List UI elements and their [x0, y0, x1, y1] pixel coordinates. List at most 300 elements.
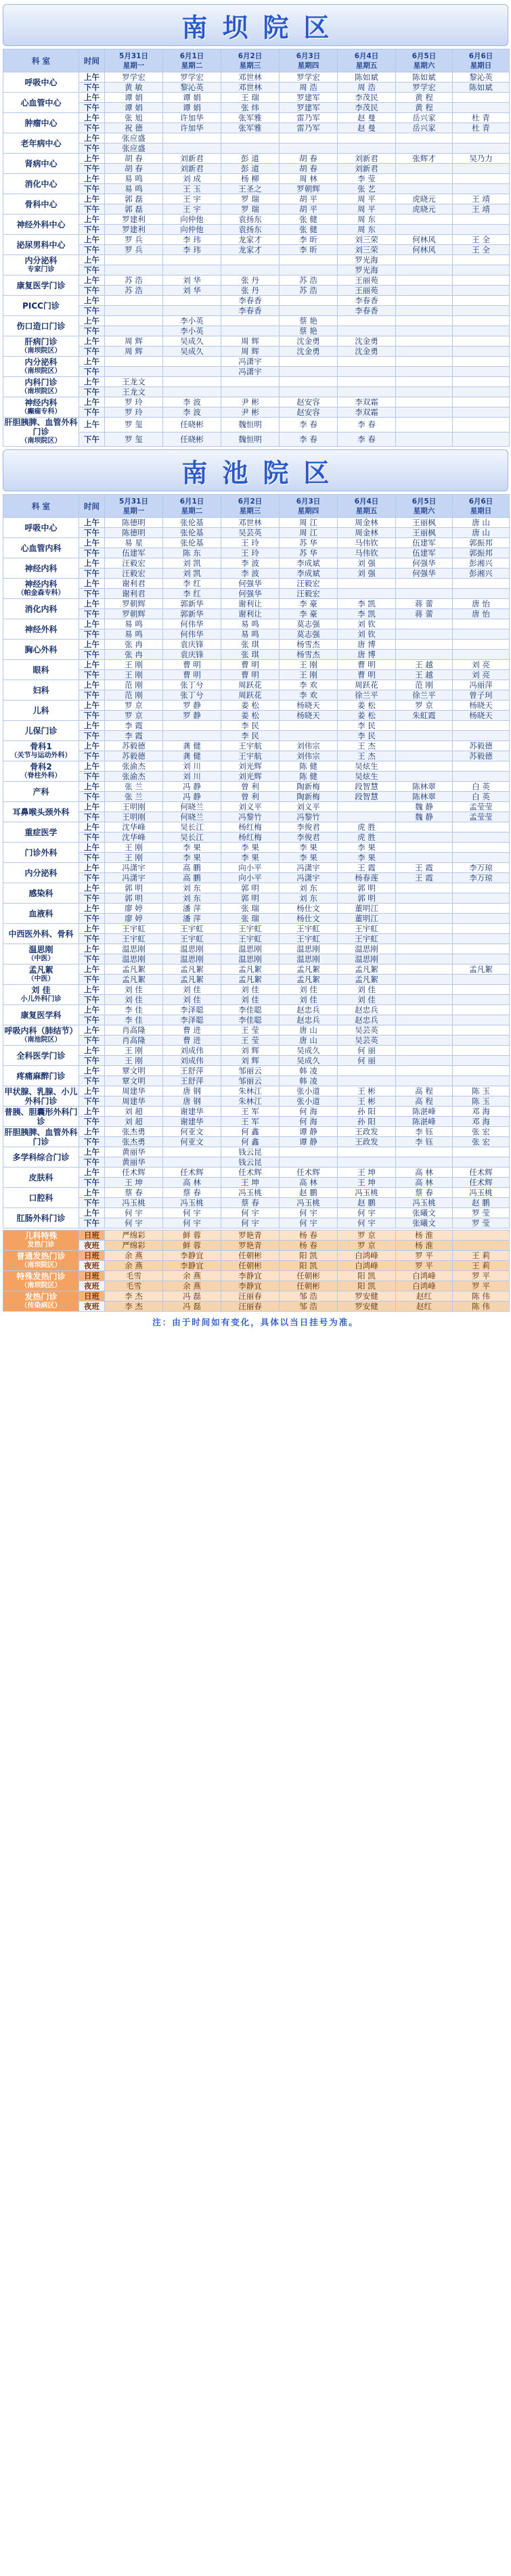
doctor-cell: 罗朝辉 [105, 609, 163, 619]
doctor-cell [453, 265, 510, 275]
doctor-cell: 冯丽萍 [453, 680, 510, 690]
doctor-cell: 赵安容 [280, 397, 338, 407]
doctor-cell: 李 杰 [105, 1291, 163, 1302]
doctor-cell: 李静宜 [221, 1271, 280, 1281]
doctor-cell [396, 772, 453, 782]
period-label: 下午 [79, 1015, 105, 1025]
doctor-cell: 曹 明 [338, 670, 396, 680]
doctor-cell: 王 霞 [338, 863, 396, 873]
schedule-row [3, 1302, 510, 1312]
doctor-cell: 苏毅德 [105, 751, 163, 761]
schedule-row [3, 1086, 510, 1096]
doctor-cell: 何强华 [221, 579, 280, 589]
doctor-cell: 孟凡絮 [105, 964, 163, 975]
period-label: 下午 [79, 123, 105, 133]
doctor-cell: 李 波 [221, 558, 280, 569]
doctor-cell: 蔡 春 [396, 1188, 453, 1198]
doctor-cell: 曹 明 [163, 660, 221, 670]
doctor-cell [163, 133, 221, 143]
doctor-cell: 罗光海 [338, 255, 396, 265]
doctor-cell: 任朝彬 [221, 1261, 280, 1271]
doctor-cell: 张伦基 [163, 538, 221, 548]
doctor-cell: 陈 玉 [453, 1086, 510, 1096]
doctor-cell: 蔡 春 [105, 1188, 163, 1198]
doctor-cell: 张小道 [280, 1086, 338, 1096]
schedule-row [3, 832, 510, 843]
doctor-cell: 刘成伟 [163, 1056, 221, 1066]
period-label: 下午 [79, 1056, 105, 1066]
doctor-cell: 易 星 [105, 538, 163, 548]
doctor-cell: 李 霞 [105, 721, 163, 731]
doctor-cell: 罗安健 [338, 1291, 396, 1302]
dept-name [3, 1208, 79, 1228]
dept-label: 神经外科 [24, 624, 58, 634]
schedule-row [3, 83, 510, 93]
doctor-cell: 陈林翠 [396, 792, 453, 802]
doctor-cell: 尹 彬 [221, 397, 280, 407]
header-day [105, 49, 163, 72]
doctor-cell: 周建华 [105, 1086, 163, 1096]
schedule-row [3, 1291, 510, 1302]
doctor-cell [163, 296, 221, 306]
doctor-cell: 周 辉 [105, 347, 163, 357]
doctor-cell: 汪毅宏 [280, 579, 338, 589]
doctor-cell [105, 265, 163, 275]
doctor-cell: 张辉才 [396, 154, 453, 164]
doctor-cell: 曹 进 [163, 1036, 221, 1046]
schedule-row [3, 1157, 510, 1168]
header-date: 5月31日 [119, 497, 148, 506]
doctor-cell: 罗 静 [163, 701, 221, 711]
period-label: 上午 [79, 579, 105, 589]
doctor-cell: 龙家才 [221, 245, 280, 255]
doctor-cell: 刘 华 [163, 286, 221, 296]
doctor-cell: 温思刚 [105, 954, 163, 964]
doctor-cell: 高 程 [396, 1086, 453, 1096]
schedule-row [3, 1271, 510, 1281]
schedule-row [3, 782, 510, 792]
doctor-cell [105, 357, 163, 367]
doctor-cell: 邓世林 [221, 518, 280, 528]
doctor-cell [453, 975, 510, 985]
header-date: 6月5日 [412, 497, 437, 506]
schedule-row [3, 964, 510, 975]
doctor-cell: 李 欢 [280, 680, 338, 690]
doctor-cell: 赵忠兵 [280, 1015, 338, 1025]
header-dept: 科 室 [3, 495, 79, 518]
doctor-cell: 孟莹莹 [453, 802, 510, 812]
doctor-cell: 赵 曼 [338, 123, 396, 133]
doctor-cell [396, 133, 453, 143]
header-date: 6月6日 [468, 497, 493, 506]
schedule-row [3, 1218, 510, 1228]
dept-name [3, 1086, 79, 1107]
doctor-cell: 白鸿峰 [396, 1271, 453, 1281]
doctor-cell [280, 387, 338, 397]
dept-sublabel: （帕金森专科） [17, 589, 65, 597]
doctor-cell: 何晓兰 [163, 802, 221, 812]
period-label: 上午 [79, 1127, 105, 1137]
doctor-cell: 李 波 [163, 397, 221, 407]
period-label: 上午 [79, 174, 105, 184]
doctor-cell: 刘 佳 [163, 995, 221, 1005]
doctor-cell: 刘 辉 [221, 1046, 280, 1056]
period-label: 上午 [79, 904, 105, 914]
doctor-cell [453, 650, 510, 660]
doctor-cell: 谢利让 [221, 609, 280, 619]
doctor-cell: 虎晓元 [396, 204, 453, 215]
doctor-cell: 杜 青 [453, 123, 510, 133]
doctor-cell: 温思刚 [280, 944, 338, 954]
period-label: 上午 [79, 660, 105, 670]
dept-label: 骨科2 [30, 761, 52, 772]
doctor-cell: 陈 伟 [453, 1302, 510, 1312]
doctor-cell: 岳兴家 [396, 113, 453, 123]
schedule-table [3, 494, 510, 1228]
doctor-cell: 温思刚 [105, 944, 163, 954]
doctor-cell: 张 琪 [221, 650, 280, 660]
doctor-cell: 李 果 [163, 843, 221, 853]
doctor-cell: 高 鹏 [163, 863, 221, 873]
doctor-cell: 苏 浩 [105, 286, 163, 296]
doctor-cell: 王 坤 [221, 1178, 280, 1188]
doctor-cell: 罗学宏 [105, 72, 163, 83]
doctor-cell: 李 霞 [105, 731, 163, 741]
doctor-cell [396, 751, 453, 761]
schedule-row [3, 579, 510, 589]
doctor-cell: 何 海 [280, 1117, 338, 1127]
doctor-cell [338, 802, 396, 812]
doctor-cell: 袁扬东 [221, 215, 280, 225]
doctor-cell: 周 平 [338, 204, 396, 215]
doctor-cell: 吴长江 [163, 832, 221, 843]
doctor-cell: 张 瑞 [221, 904, 280, 914]
header-day [105, 495, 163, 518]
doctor-cell: 王 坤 [105, 1178, 163, 1188]
period-label: 上午 [79, 619, 105, 629]
doctor-cell: 杨红梅 [221, 832, 280, 843]
doctor-cell: 王宇虹 [280, 924, 338, 934]
doctor-cell [338, 1147, 396, 1157]
header-date: 6月4日 [354, 497, 379, 506]
doctor-cell: 李 佳 [105, 1015, 163, 1025]
doctor-cell: 罗 平 [396, 1261, 453, 1271]
doctor-cell: 钱云昆 [221, 1157, 280, 1168]
doctor-cell: 毛雪 [105, 1271, 163, 1281]
schedule-row [3, 306, 510, 316]
doctor-cell: 彭 道 [221, 164, 280, 174]
doctor-cell [163, 731, 221, 741]
period-label: 下午 [79, 690, 105, 701]
dept-label: 耳鼻喉头颈外科 [12, 807, 70, 817]
schedule-row [3, 316, 510, 326]
doctor-cell [396, 975, 453, 985]
schedule-row [3, 558, 510, 569]
doctor-cell: 李俊君 [280, 822, 338, 832]
doctor-cell [105, 326, 163, 336]
doctor-cell: 苏 浩 [280, 275, 338, 286]
doctor-cell [396, 265, 453, 275]
doctor-cell: 汪毅宏 [105, 558, 163, 569]
doctor-cell: 冯玉桃 [163, 1198, 221, 1208]
dept-label: PICC门诊 [22, 301, 60, 311]
header-weekday: 星期五 [355, 61, 378, 70]
doctor-cell [221, 326, 280, 336]
period-label: 下午 [79, 548, 105, 558]
doctor-cell: 白 英 [453, 782, 510, 792]
doctor-cell: 邓 海 [453, 1117, 510, 1127]
header-day [396, 49, 453, 72]
doctor-cell: 许加华 [163, 113, 221, 123]
dept-label: 普胰、胆囊形外科门诊 [4, 1107, 78, 1126]
doctor-cell [396, 640, 453, 650]
doctor-cell: 刘 超 [105, 1117, 163, 1127]
doctor-cell: 姜 松 [221, 711, 280, 721]
doctor-cell: 何晓兰 [163, 812, 221, 822]
doctor-cell: 刘 佳 [221, 995, 280, 1005]
dept-sublabel: （癫痫专科） [20, 407, 62, 416]
header-date: 6月1日 [179, 497, 204, 506]
doctor-cell: 李泽聪 [163, 1015, 221, 1025]
doctor-cell [396, 296, 453, 306]
dept-name [3, 194, 79, 215]
doctor-cell: 陈德明 [105, 528, 163, 538]
doctor-cell: 罗 平 [453, 1271, 510, 1281]
period-label: 下午 [79, 387, 105, 397]
period-label: 上午 [79, 761, 105, 772]
doctor-cell: 杨红梅 [221, 822, 280, 832]
doctor-cell: 冯潇宇 [221, 367, 280, 377]
dept-label: 肛肠外科门诊 [16, 1213, 66, 1223]
doctor-cell: 罗艳青 [221, 1230, 280, 1241]
doctor-cell: 王舒萍 [163, 1066, 221, 1076]
doctor-cell: 赵忠兵 [338, 1005, 396, 1015]
doctor-cell [453, 275, 510, 286]
doctor-cell: 刘新君 [338, 154, 396, 164]
doctor-cell: 罗光海 [338, 265, 396, 275]
doctor-cell: 李 果 [338, 853, 396, 863]
period-label: 下午 [79, 1117, 105, 1127]
doctor-cell: 赵安容 [280, 407, 338, 418]
dept-label: 消化内科 [24, 604, 58, 614]
schedule-row [3, 1261, 510, 1271]
doctor-cell: 温思刚 [163, 954, 221, 964]
doctor-cell [396, 164, 453, 174]
doctor-cell [453, 377, 510, 387]
doctor-cell: 鲜 蓉 [163, 1241, 221, 1251]
period-label: 下午 [79, 286, 105, 296]
schedule-table [3, 49, 510, 447]
period-label: 上午 [79, 538, 105, 548]
dept-label: 刘 佳 [31, 985, 51, 995]
schedule-row [3, 275, 510, 286]
doctor-cell: 蔡 艳 [280, 326, 338, 336]
doctor-cell: 易 鸣 [105, 174, 163, 184]
doctor-cell: 谢建华 [163, 1107, 221, 1117]
doctor-cell [396, 731, 453, 741]
doctor-cell: 陶新梅 [280, 792, 338, 802]
doctor-cell: 韩 凌 [280, 1066, 338, 1076]
doctor-cell: 任术辉 [163, 1168, 221, 1178]
doctor-cell [453, 93, 510, 103]
doctor-cell: 王宇航 [221, 751, 280, 761]
header-weekday: 星期二 [181, 506, 203, 515]
doctor-cell: 王圣之 [221, 184, 280, 194]
doctor-cell [221, 255, 280, 265]
header-time: 时间 [79, 49, 105, 72]
doctor-cell: 唐 怡 [453, 609, 510, 619]
doctor-cell: 任晓彬 [163, 432, 221, 447]
dept-name [3, 357, 79, 377]
doctor-cell: 龙家才 [221, 235, 280, 245]
doctor-cell [453, 853, 510, 863]
doctor-cell [396, 934, 453, 944]
dept-label: 特殊发热门诊 [16, 1271, 66, 1281]
dept-label: 内分泌科 [24, 357, 58, 367]
doctor-cell [396, 629, 453, 640]
doctor-cell: 苏 华 [280, 548, 338, 558]
doctor-cell: 罗朝辉 [105, 599, 163, 609]
doctor-cell: 王 彬 [338, 1096, 396, 1107]
doctor-cell: 胡 春 [280, 164, 338, 174]
doctor-cell: 郭振邦 [453, 538, 510, 548]
doctor-cell [453, 418, 510, 432]
doctor-cell: 周 江 [280, 528, 338, 538]
doctor-cell: 李 春 [338, 432, 396, 447]
dept-label: 中西医外科、骨科 [8, 929, 74, 939]
doctor-cell: 高 程 [396, 1096, 453, 1107]
doctor-cell: 孟凡絮 [221, 975, 280, 985]
schedule-row [3, 347, 510, 357]
doctor-cell: 周金林 [338, 518, 396, 528]
doctor-cell: 魏恒明 [221, 432, 280, 447]
campus-banner [3, 449, 508, 491]
doctor-cell [453, 731, 510, 741]
doctor-cell [396, 924, 453, 934]
doctor-cell: 唐 怡 [453, 599, 510, 609]
period-label: 上午 [79, 336, 105, 347]
doctor-cell: 向小平 [221, 873, 280, 883]
doctor-cell [338, 579, 396, 589]
doctor-cell: 王 越 [396, 670, 453, 680]
dept-name [3, 1251, 79, 1271]
doctor-cell: 唐 钢 [163, 1096, 221, 1107]
schedule-row [3, 1015, 510, 1025]
doctor-cell [396, 985, 453, 995]
dept-label: 康复医学科 [20, 1010, 62, 1020]
doctor-cell: 吴成久 [280, 1046, 338, 1056]
doctor-cell: 邓世林 [221, 72, 280, 83]
doctor-cell: 白鸿峰 [396, 1281, 453, 1291]
doctor-cell: 周金林 [338, 528, 396, 538]
doctor-cell: 张丁兮 [163, 690, 221, 701]
period-label: 上午 [79, 822, 105, 832]
doctor-cell: 李 钰 [396, 1127, 453, 1137]
schedule-row [3, 599, 510, 609]
doctor-cell: 孟凡絮 [338, 964, 396, 975]
doctor-cell: 李 欢 [280, 690, 338, 701]
doctor-cell [453, 1025, 510, 1036]
doctor-cell: 张渝杰 [105, 761, 163, 772]
doctor-cell: 高 鹏 [163, 873, 221, 883]
doctor-cell: 周 东 [338, 215, 396, 225]
dept-label: 骨科1 [30, 741, 52, 751]
doctor-cell [396, 721, 453, 731]
schedule-row [3, 690, 510, 701]
doctor-cell: 王 军 [221, 1117, 280, 1127]
schedule-row [3, 853, 510, 863]
period-label: 下午 [79, 670, 105, 680]
doctor-cell: 李小英 [163, 316, 221, 326]
doctor-cell: 朱虹霞 [396, 711, 453, 721]
doctor-cell: 冯潇宇 [105, 873, 163, 883]
schedule-row [3, 1178, 510, 1188]
doctor-cell [163, 357, 221, 367]
doctor-cell [280, 133, 338, 143]
period-label: 日班 [79, 1230, 105, 1241]
doctor-cell: 李 春 [280, 418, 338, 432]
doctor-cell [453, 721, 510, 731]
schedule-row [3, 761, 510, 772]
doctor-cell: 张杰勇 [105, 1127, 163, 1137]
doctor-cell [396, 944, 453, 954]
doctor-cell: 刘 东 [163, 893, 221, 904]
doctor-cell [280, 265, 338, 275]
schedule-row [3, 367, 510, 377]
doctor-cell: 杨晓天 [453, 711, 510, 721]
dept-label: 儿科特殊 [24, 1230, 58, 1241]
doctor-cell: 张 宏 [453, 1127, 510, 1137]
dept-name [3, 113, 79, 133]
doctor-cell: 曹 明 [221, 670, 280, 680]
doctor-cell [453, 336, 510, 347]
doctor-cell: 肖高隆 [105, 1025, 163, 1036]
doctor-cell: 王 坤 [338, 1168, 396, 1178]
doctor-cell: 何强华 [396, 569, 453, 579]
period-label: 上午 [79, 741, 105, 751]
dept-name [3, 1230, 79, 1251]
period-label: 日班 [79, 1291, 105, 1302]
schedule-row [3, 711, 510, 721]
doctor-cell [453, 1147, 510, 1157]
doctor-cell: 王 莹 [221, 1025, 280, 1036]
dept-sublabel: （中医） [27, 954, 55, 962]
doctor-cell: 吴芸英 [338, 1036, 396, 1046]
period-label: 下午 [79, 225, 105, 235]
doctor-cell [453, 1157, 510, 1168]
schedule-row [3, 1046, 510, 1056]
dept-name [3, 174, 79, 194]
doctor-cell: 李 钰 [396, 1137, 453, 1147]
dept-sublabel: 发热门诊 [27, 1241, 55, 1249]
schedule-row [3, 893, 510, 904]
doctor-cell: 冯黎竹 [280, 812, 338, 822]
doctor-cell [396, 914, 453, 924]
period-label: 上午 [79, 701, 105, 711]
doctor-cell: 罗 京 [338, 1230, 396, 1241]
doctor-cell [163, 306, 221, 316]
doctor-cell: 罗 京 [105, 701, 163, 711]
dept-label: 妇科 [32, 685, 49, 695]
dept-name [3, 1188, 79, 1208]
doctor-cell: 谭 静 [280, 1127, 338, 1137]
doctor-cell: 孟莹莹 [453, 812, 510, 822]
doctor-cell: 刘光辉 [221, 772, 280, 782]
period-label: 上午 [79, 1107, 105, 1117]
schedule-row [3, 650, 510, 660]
doctor-cell [221, 265, 280, 275]
period-label: 上午 [79, 377, 105, 387]
